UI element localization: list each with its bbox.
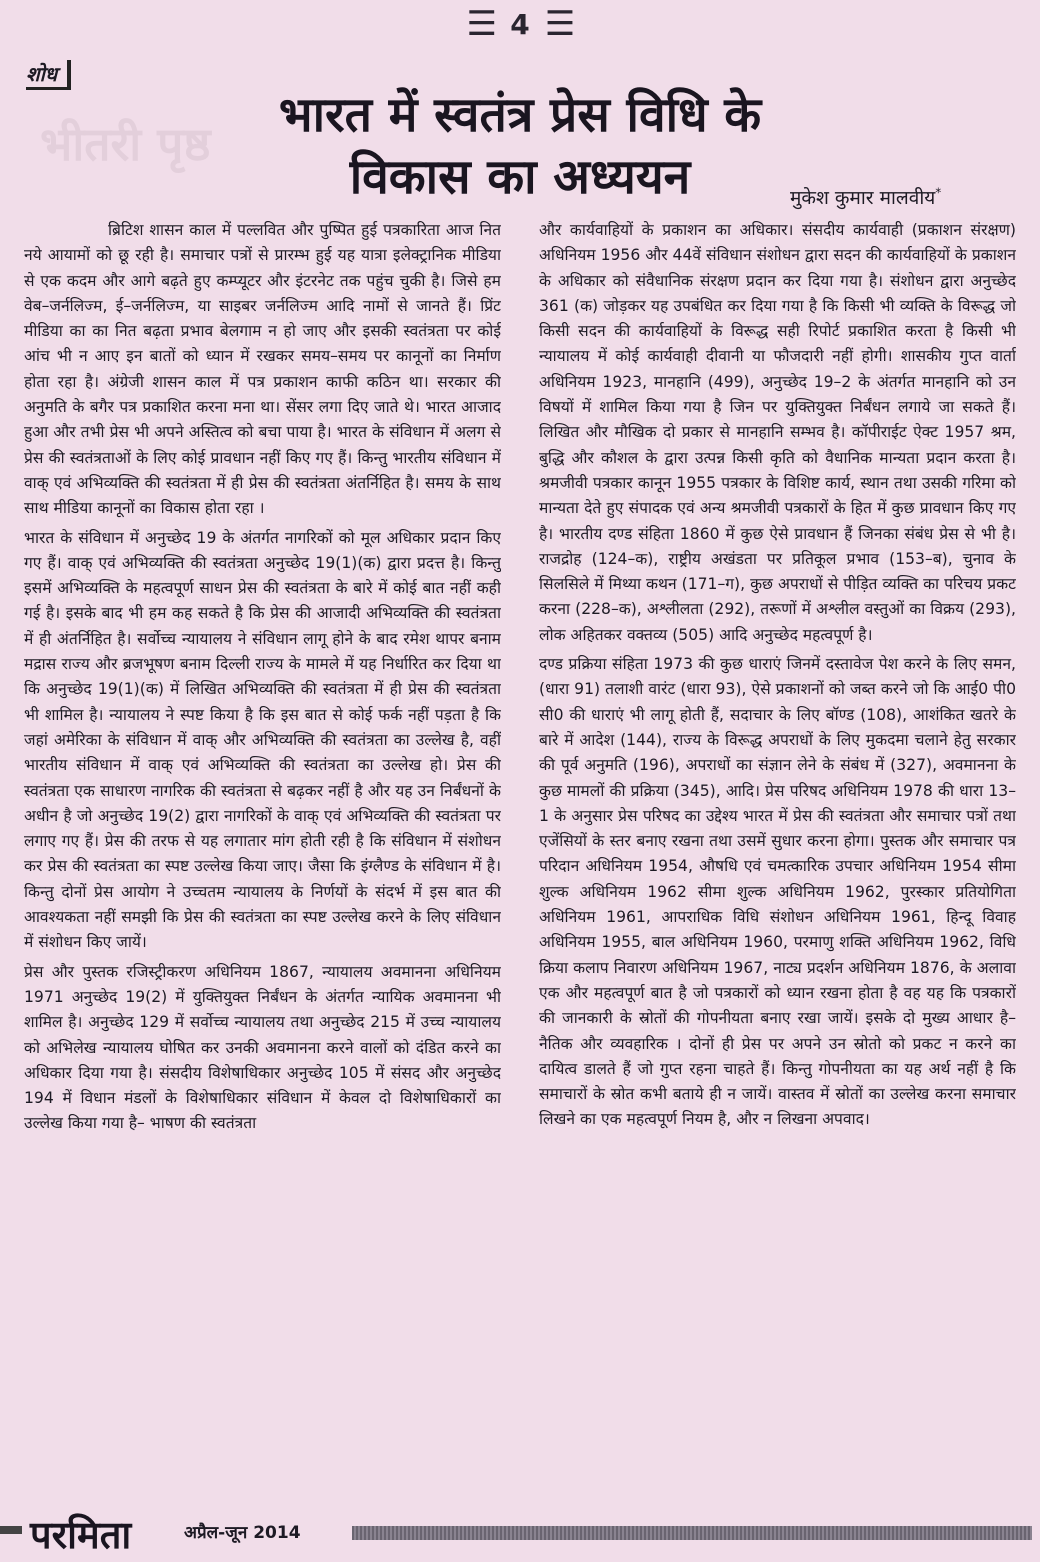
page-number: 4 [510,7,530,41]
footer-rule [352,1526,1032,1540]
author-name: मुकेश कुमार मालवीय [790,187,936,209]
article-title [150,84,890,208]
right-column [539,218,1016,1490]
paragraph: और कार्यवाहियों के प्रकाशन का अधिकार। संसदीय कार्यवाही (प्रकाशन संरक्षण) अधिनियम 1956 और 44वें संविधान संशोधन द्वारा सदन की कार्यवाहियों के प्रकाशन के अधिकार को संवैधानिक संरक्षण प्रदान कर दिया गया है। संशोधन द्वारा अनुच्छेद 361 (क) जोड़कर यह उपबंधित कर दिया गया है कि किसी भी व्यक्ति के विरूद्ध जो किसी सदन की कार्यवाहियों के विरूद्ध सही रिपोर्ट प्रकाशित करता है किसी भी न्यायालय में कोई कार्यवाही दीवानी या फौजदारी नहीं होगी। शासकीय गुप्त वार्ता अधिनियम 1923, मानहानि (499), अनुच्छेद 19–2 के अंतर्गत मानहानि को उन विषयों में शामिल किया गया है जिन पर युक्तियुक्त निर्बंधन लगाये जा सकते हैं। लिखित और मौखिक दो प्रकार से मानहानि सम्भव है। कॉपीराईट ऐक्ट 1957 श्रम, बुद्धि और कौशल के द्वारा उत्पन्न किसी कृति को वैधानिक मान्यता प्रदान करता है। श्रमजीवी पत्रकार कानून 1955 पत्रकार के विशिष्ट कार्य, स्थान तथा उसकी गरिमा को मान्यता देते हुए संपादक एवं अन्य श्रमजीवी पत्रकारों के हित में कुछ प्रावधान किए गए है। भारतीय दण्ड संहिता 1860 में कुछ ऐसे प्रावधान हैं जिनका संबंध प्रेस से भी है। राजद्रोह (124–क), राष्ट्रीय अखंडता पर प्रतिकूल प्रभाव (153–ब), चुनाव के सिलसिले में मिथ्या कथन (171–ग), कुछ अपराधों से पीड़ित व्यक्ति का परिचय प्रकट करना (228–क), अश्लीलता (292), तरूणों में अश्लील वस्तुओं का विक्रय (293), लोक अहितकर वक्तव्य (505) आदि अनुच्छेद महत्वपूर्ण है। [539,221,1016,644]
issue-date: अप्रैल-जून 2014 [184,1523,301,1543]
left-column [24,218,501,1490]
section-tag: शोध [26,60,71,90]
page-number-ornament [0,4,1040,44]
background-watermark: भीतरी पृष्ठ [40,117,211,171]
author-footnote-mark: * [935,185,942,200]
footer-lead-bar [0,1526,22,1534]
paragraph: भारत के संविधान में अनुच्छेद 19 के अंतर्गत नागरिकों को मूल अधिकार प्रदान किए गए हैं। वाक् एवं अभिव्यक्ति की स्वतंत्रता अनुच्छेद 19(1)(क) द्वारा प्रदत्त है। किन्तु इसमें अभिव्यक्ति के महत्वपूर्ण साधन प्रेस की स्वतंत्रता के बारे में कोई बात नहीं कही गई है। इसके बाद भी हम कह सकते है कि प्रेस की आजादी अभिव्यक्ति की स्वतंत्रता में ही अंतर्निहित है। सर्वोच्च न्यायालय ने संविधान लागू होने के बाद रमेश थापर बनाम मद्रास राज्य और ब्रजभूषण बनाम दिल्ली राज्य के मामले में यह निर्धारित कर दिया था कि अनुच्छेद 19(1)(क) में लिखित अभिव्यक्ति की स्वतंत्रता में ही प्रेस की स्वतंत्रता भी शामिल है। न्यायालय ने स्पष्ट किया है कि इस बात से कोई फर्क नहीं पड़ता है कि जहां अमेरिका के संविधान में वाक् और अभिव्यक्ति की स्वतंत्रता का उल्लेख है, वहीं भारतीय संविधान में वाक् एवं अभिव्यक्ति की स्वतंत्रता का उल्लेख हो। प्रेस की स्वतंत्रता एक साधारण नागरिक की स्वतंत्रता से बढ़कर नहीं है और यह उन निर्बंधनों के अधीन है जो अनुच्छेद 19(2) द्वारा नागरिकों के वाक् एवं अभिव्यक्ति की स्वतंत्रता पर लगाए गए हैं। प्रेस की तरफ से यह लगातार मांग होती रही है कि संविधान में संशोधन कर प्रेस की स्वतंत्रता का स्पष्ट उल्लेख किया जाए। जैसा कि इंग्लैण्ड के संविधान में है। किन्तु दोनों प्रेस आयोग ने उच्चतम न्यायालय के निर्णयों के संदर्भ में इस बात की आवश्यकता नहीं समझी कि प्रेस की स्वतंत्रता का स्पष्ट उल्लेख करने के लिए संविधान में संशोधन किए जायें। [24,528,501,952]
magazine-logo: परमिता [30,1512,132,1557]
title-line-2: विकास का अध्ययन [349,149,691,205]
title-line-1: भारत में स्वतंत्र प्रेस विधि के [278,87,762,143]
page-footer [0,1508,1040,1558]
paragraph: दण्ड प्रक्रिया संहिता 1973 की कुछ धाराएं जिनमें दस्तावेज पेश करने के लिए समन, (धारा 91) तलाशी वारंट (धारा 93), ऐसे प्रकाशनों को जब्त करने जो कि आई0 पी0 सी0 की धाराएं भी लागू होती हैं, सदाचार के लिए बॉण्ड (108), आशंकित खतरे के बारे में आदेश (144), राज्य के विरूद्ध अपराधों के लिए मुकदमा चलाने हेतु सरकार की पूर्व अनुमति (196), अपराधों का संज्ञान लेने के संबंध में (327), अवमानना के कुछ मामलों की प्रक्रिया (345), आदि। प्रेस परिषद अधिनियम 1978 की धारा 13–1 के अनुसार प्रेस परिषद का उद्देश्य भारत में प्रेस की स्वतंत्रता और समाचार पत्रों तथा एजेंसियों के स्तर बनाए रखना तथा उसमें सुधार करना होगा। पुस्तक और समाचार पत्र परिदान अधिनियम 1954, औषधि एवं चमत्कारिक उपचार अधिनियम 1954 सीमा शुल्क अधिनियम 1962 सीमा शुल्क अधिनियम 1962, पुरस्कार प्रतियोगिता अधिनियम 1961, आपराधिक विधि संशोधन अधिनियम 1961, हिन्दू विवाह अधिनियम 1955, बाल अधिनियम 1960, परमाणु शक्ति अधिनियम 1962, विधि क्रिया कलाप निवारण अधिनियम 1967, नाट्य प्रदर्शन अधिनियम 1876, के अलावा एक और महत्वपूर्ण बात है जो पत्रकारों को ध्यान रखना होता है वह यह कि पत्रकारों की जानकारी के स्रोतों की गोपनीयता बनाए रखा जायें। इसके दो मुख्य आधार है– नैतिक और व्यवहारिक । दोनों ही प्रेस पर अपने उन स्रोतो को प्रकट न करने का दायित्व डालते हैं जो गुप्त रहना चाहते हैं। किन्तु गोपनीयता का यह अर्थ नहीं है कि समाचारों के स्रोत कभी बताये ही न जायें। वास्तव में स्रोतों का उल्लेख करना समाचार लिखने का एक महत्वपूर्ण नियम है, और न लिखना अपवाद। [539,655,1016,1129]
paragraph: ब्रिटिश शासन काल में पल्लवित और पुष्पित हुई पत्रकारिता आज नित नये आयामों को छू रही है। समाचार पत्रों से प्रारम्भ हुई यह यात्रा इलेक्ट्रानिक मीडिया से एक कदम और आगे बढ़ते हुए कम्प्यूटर और इंटरनेट तक पहुंच चुकी है। जिसे हम वेब–जर्नलिज्म, ई–जर्नलिज्म, या साइबर जर्नलिज्म आदि नामों से जानते हैं। प्रिंट मीडिया का का नित बढ़ता प्रभाव बेलगाम न हो जाए और इसकी स्वतंत्रता पर कोई आंच भी न आए इन बातों को ध्यान में रखकर समय–समय पर कानूनों का निर्माण होता रहा है। अंग्रेजी शासन काल में पत्र प्रकाशन काफी कठिन था। सरकार की अनुमति के बगैर पत्र प्रकाशित करना मना था। सेंसर लगा दिए जाते थे। भारत आजाद हुआ और तभी प्रेस भी अपने अस्तित्व को बचा पाया है। भारत के संविधान में अलग से प्रेस की स्वतंत्रताओं के लिए कोई प्रावधान नहीं किए गए हैं। किन्तु भारतीय संविधान में वाक् एवं अभिव्यक्ति की स्वतंत्रता में ही प्रेस की स्वतंत्रता अंतर्निहित है। समय के साथ साथ मीडिया कानूनों का विकास होता रहा । [24,221,501,518]
ornament-right-icon: ☰ [544,4,574,44]
author-byline [790,184,941,210]
ornament-left-icon: ☰ [466,4,496,44]
paragraph: प्रेस और पुस्तक रजिस्ट्रीकरण अधिनियम 1867, न्यायालय अवमानना अधिनियम 1971 अनुच्छेद 19(2) में युक्तियुक्त निर्बंधन के अंतर्गत न्यायिक अवमानना भी शामिल है। अनुच्छेद 129 में सर्वोच्च न्यायालय तथा अनुच्छेद 215 में उच्च न्यायालय को अभिलेख न्यायालय घोषित कर उनकी अवमानना करने वालों को दंडित करने का अधिकार दिया गया है। संसदीय विशेषाधिकार अनुच्छेद 105 में संसद और अनुच्छेद 194 में विधान मंडलों के विशेषाधिकार संविधान में केवल दो विशेषाधिकारों का उल्लेख किया गया है– भाषण की स्वतंत्रता [24,962,501,1133]
